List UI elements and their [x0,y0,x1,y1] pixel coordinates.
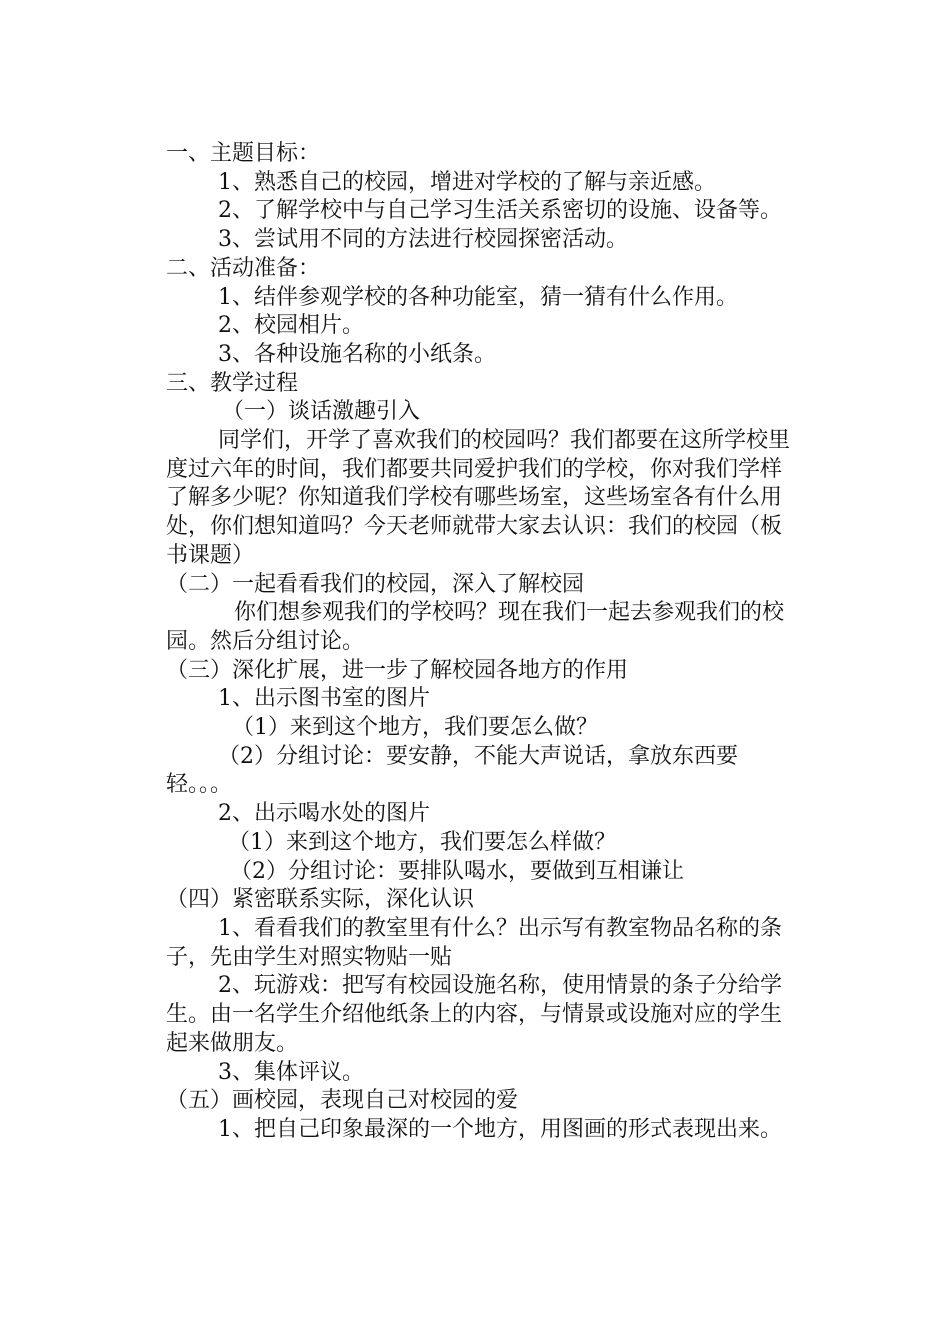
prep-item-1: 1、结伴参观学校的各种功能室，猜一猜有什么作用。 [218,284,738,310]
part-5-title: （五）画校园，表现自己对校园的爱 [166,1088,519,1114]
prep-item-2: 2、校园相片。 [218,313,364,339]
part-3-item-1: 1、出示图书室的图片 [218,686,430,712]
part-4-item-3: 3、集体评议。 [218,1059,364,1085]
part-1-title: （一）谈话激趣引入 [222,399,421,425]
goal-item-1: 1、熟悉自己的校园，增进对学校的了解与亲近感。 [218,169,716,195]
part-3-title: （三）深化扩展，进一步了解校园各地方的作用 [166,657,629,683]
section-title-process: 三、教学过程 [166,370,299,396]
part-3-item-2-question-2: （2）分组讨论：要排队喝水，要做到互相谦让 [230,858,684,884]
part-3-item-2: 2、出示喝水处的图片 [218,801,430,827]
part-4-item-2: 2、玩游戏：把写有校园设施名称，使用情景的条子分给学生。由一名学生介绍他纸条上的内容，与情景或设施对应的学生起来做朋友。 [166,973,783,1056]
prep-item-3: 3、各种设施名称的小纸条。 [218,341,496,367]
part-4-title: （四）紧密联系实际，深化认识 [166,887,475,913]
goal-item-2: 2、了解学校中与自己学习生活关系密切的设施、设备等。 [218,198,782,224]
part-5-item-1: 1、把自己印象最深的一个地方，用图画的形式表现出来。 [218,1116,782,1142]
document-body [166,140,796,1145]
part-1-paragraph: 同学们，开学了喜欢我们的校园吗？我们都要在这所学校里度过六年的时间，我们都要共同爱护我们的学校，你对我们学样了解多少呢？你知道我们学校有哪些场室，这些场室各有什么用处，你们想知道吗？今天老师就带大家去认识：我们的校园（板书课题） [166,428,791,568]
part-2-paragraph: 你们想参观我们的学校吗？现在我们一起去参观我们的校园。然后分组讨论。 [166,600,785,654]
goal-item-3: 3、尝试用不同的方法进行校园探密活动。 [218,227,628,253]
section-title-preparation: 二、活动准备： [166,255,321,281]
part-3-item-1-question-1: （1）来到这个地方，我们要怎么做？ [232,715,598,741]
section-title-goals: 一、主题目标： [166,141,321,166]
part-3-item-1-question-2: （2）分组讨论：要安静，不能大声说话，拿放东西要轻。。。 [166,743,738,798]
part-4-item-1: 1、看看我们的教室里有什么？出示写有教室物品名称的条子，先由学生对照实物贴一贴 [166,915,782,970]
part-2-title: （二）一起看看我们的校园，深入了解校园 [166,571,585,597]
part-3-item-2-question-1: （1）来到这个地方，我们要怎么样做？ [228,829,616,855]
